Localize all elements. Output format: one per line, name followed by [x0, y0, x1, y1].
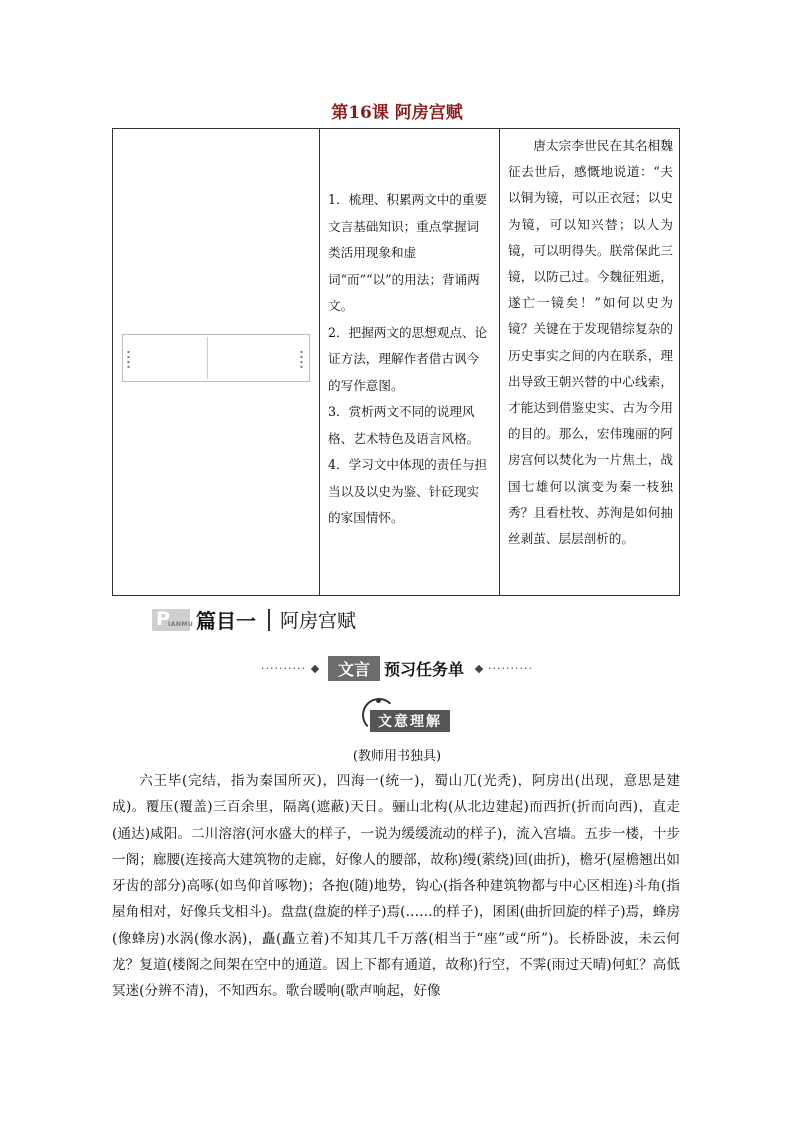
pianmu-logo: P IANMU — [152, 609, 190, 631]
banner-title: 预习任务单 — [384, 660, 465, 679]
diamond-icon — [311, 664, 319, 672]
objectives-cell — [320, 129, 500, 595]
objective-item: 2．把握两文的思想观点、论证方法，理解作者借古讽今的写作意图。 — [328, 324, 488, 393]
body-paragraph: 六王毕(完结，指为秦国所灭)，四海一(统一)，蜀山兀(光秃)，阿房出(出现，意思是建成)。覆压(覆盖)三百余里，隔离(遮蔽)天日。骊山北构(从北边建起)而西折(折而向西)，直走(通达)咸阳。二川溶溶(河水盛大的样子，一说为缓缓流动的样子)，流入宫墙。五步一楼，十步一阁；廊腰(连接高大建筑物的走廊，好像人的腰部，故称)缦(萦绕)回(曲折)，檐牙(屋檐翘出如牙齿的部分)高啄(如鸟仰首啄物)；各抱(随)地势，钩心(指各种建筑物都与中心区相连)斗角(指屋角相对，好像兵戈相斗)。盘盘(盘旋的样子)焉(……的样子)，囷囷(曲折回旋的样子)焉，蜂房(像蜂房)水涡(像水涡)，矗(矗立着)不知其几千万落(相当于“座”或“所”)。长桥卧波，未云何龙？复道(楼阁之间架在空中的通道。因上下都有通道，故称)行空，不霁(雨过天晴)何虹？高低冥迷(分辨不清)，不知西东。歌台暖响(歌声响起，好像 — [112, 773, 680, 1000]
objective-item: 1．梳理、积累两文中的重要文言基础知识；重点掌握词类活用现象和虚词“而”“以”的用法；背诵两文。 — [328, 192, 488, 313]
section-name: 篇目一 — [196, 609, 256, 633]
dots-right: ·········· — [488, 662, 533, 675]
section-subtitle: 阿房宫赋 — [280, 610, 357, 632]
task-banner — [0, 656, 794, 681]
dot-icon — [376, 698, 381, 703]
thumbnail-image: ▪▪▪▪ ▪▪▪▪ — [122, 334, 310, 382]
section-header — [152, 605, 356, 634]
objective-item: 3．赏析两文不同的说理风格、艺术特色及语言风格。 — [328, 404, 480, 446]
objective-item: 4．学习文中体现的责任与担当以及以史为鉴、针砭现实的家国情怀。 — [328, 457, 488, 525]
lesson-title: 第16课 阿房宫赋 — [331, 103, 463, 123]
subsection-label: 文意理解 — [370, 710, 450, 732]
diamond-icon — [475, 664, 483, 672]
dots-left: ·········· — [261, 662, 306, 675]
intro-table — [112, 128, 680, 596]
thumbnail-cell — [113, 129, 320, 595]
subsection-badge — [362, 698, 464, 730]
banner-tag: 文言 — [328, 656, 380, 681]
teacher-note: (教师用书独具) — [352, 749, 442, 764]
section-divider — [268, 609, 270, 631]
intro-cell: 唐太宗李世民在其名相魏征去世后，感慨地说道：“夫以铜为镜，可以正衣冠；以史为镜，可以知兴替；以人为镜，可以明得失。朕常保此三镜，以防己过。今魏征殂逝，遂亡一镜矣！”如何以史为镜？关键在于发现错综复杂的历史事实之间的内在联系，理出导致王朝兴替的中心线索，才能达到借鉴史实、古为今用的目的。那么，宏伟瑰丽的阿房宫何以焚化为一片焦土，战国七雄何以演变为秦一枝独秀？且看杜牧、苏洵是如何抽丝剥茧、层层剖析的。 — [508, 138, 673, 547]
